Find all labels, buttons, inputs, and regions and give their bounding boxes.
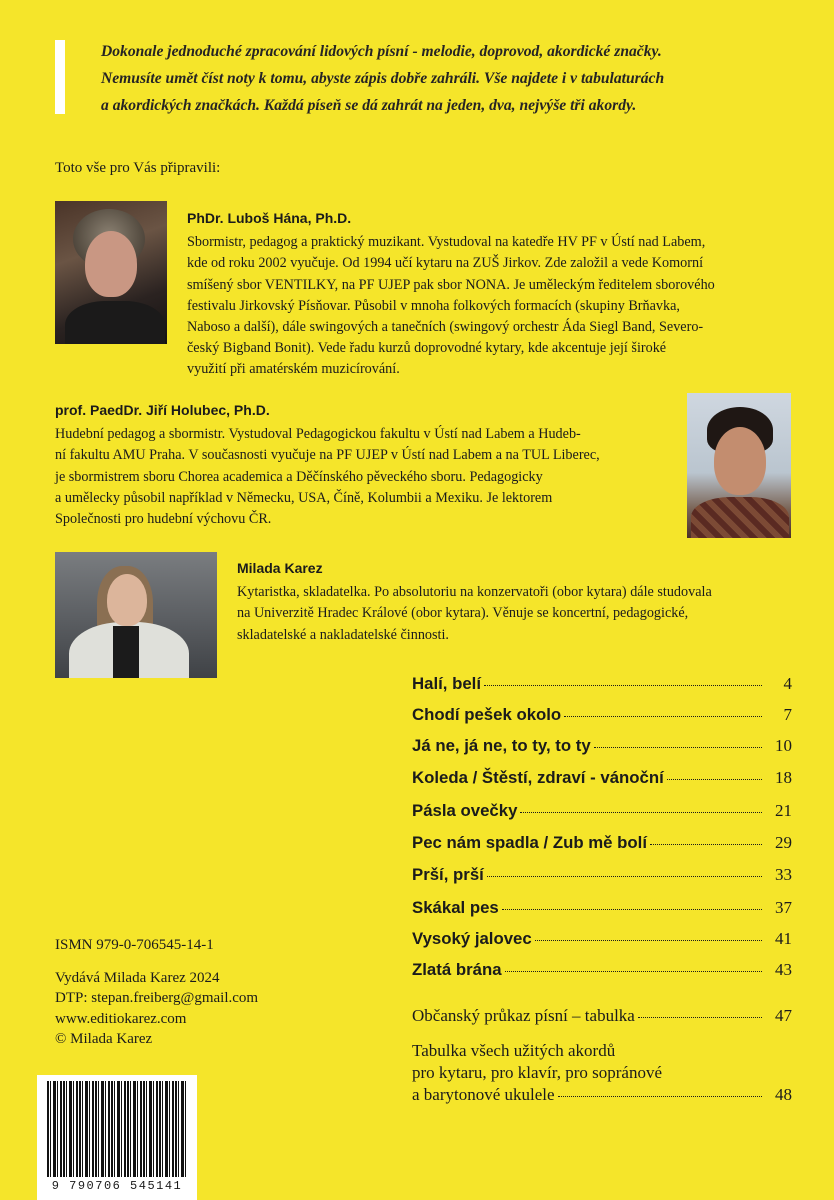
intro-line: a akordických značkách. Každá píseň se dá zahrát na jeden, dva, nejvýše tři akordy. xyxy=(101,97,637,114)
intro-line: Nemusíte umět číst noty k tomu, abyste zápis dobře zahráli. Vše najdete i v tabulaturách xyxy=(101,70,665,87)
toc-item xyxy=(412,898,792,918)
publisher: Vydává Milada Karez 2024 xyxy=(55,969,220,986)
author-bio-holubec xyxy=(55,400,675,530)
toc-item xyxy=(412,833,792,853)
toc-item xyxy=(412,929,792,949)
toc-title: Zlatá brána xyxy=(412,960,502,979)
bio-line: český Bigband Bonit). Vede řadu kurzů doprovodné kytary, kde akcentuje její široké xyxy=(187,340,667,357)
author-photo-hana xyxy=(55,201,167,344)
toc-page: 41 xyxy=(775,929,792,948)
toc-title-line: Tabulka všech užitých akordů xyxy=(412,1041,616,1060)
toc-title: Občanský průkaz písní – tabulka xyxy=(412,1006,635,1025)
toc-page: 33 xyxy=(775,865,792,884)
toc-item xyxy=(412,705,792,725)
toc-page: 37 xyxy=(775,898,792,917)
toc-page: 10 xyxy=(775,736,792,755)
bio-line: Společnosti pro hudební výchovu ČR. xyxy=(55,511,272,528)
bio-line: ní fakultu AMU Praha. V současnosti vyučuje na PF UJEP v Ústí nad Labem a na TUL Liberec, xyxy=(55,447,600,464)
bio-line: skladatelské a nakladatelské činnosti. xyxy=(237,626,449,643)
author-name: Milada Karez xyxy=(237,560,323,576)
bio-line: Sbormistr, pedagog a praktický muzikant. Vystudoval na katedře HV PF v Ústí nad Labem, xyxy=(187,234,706,251)
toc-title: Pec nám spadla / Zub mě bolí xyxy=(412,833,647,852)
toc-page: 43 xyxy=(775,960,792,979)
author-photo-karez xyxy=(55,552,217,678)
bio-line: festivalu Jirkovský Písňovar. Působil v mnoha folkových formacích (skupiny Brňavka, xyxy=(187,297,680,314)
barcode-bars xyxy=(47,1081,187,1177)
website: www.editiokarez.com xyxy=(55,1010,187,1027)
toc-page: 18 xyxy=(775,768,792,787)
toc-item-chord-table xyxy=(412,1040,792,1106)
toc-page: 7 xyxy=(783,705,792,724)
bio-line: a umělecky působil například v Německu, USA, Číně, Kolumbii a Mexiku. Je lektorem xyxy=(55,489,553,506)
bio-line: Kytaristka, skladatelka. Po absolutoriu na konzervatoři (obor kytara) dále studovala xyxy=(237,584,712,601)
toc-title: Halí, belí xyxy=(412,674,482,693)
toc-item xyxy=(412,768,792,788)
intro-text xyxy=(101,38,801,119)
bio-line: využití při amatérském muzicírování. xyxy=(187,361,400,378)
ismn-number: ISMN 979-0-706545-14-1 xyxy=(55,937,214,953)
intro-line: Dokonale jednoduché zpracování lidových písní - melodie, doprovod, akordické značky. xyxy=(101,43,662,60)
author-name: PhDr. Luboš Hána, Ph.D. xyxy=(187,210,352,226)
toc-item xyxy=(412,674,792,694)
toc-title: Vysoký jalovec xyxy=(412,929,532,948)
bio-line: Naboso a další), dále swingových a tanečních (swingový orchestr Áda Siegl Band, Severo- xyxy=(187,319,704,336)
toc-title-line: pro kytaru, pro klavír, pro sopránové xyxy=(412,1063,663,1082)
toc-title: Chodí pešek okolo xyxy=(412,705,562,724)
barcode-number: 9 790706 545141 xyxy=(51,1179,183,1193)
toc-page: 21 xyxy=(775,801,792,820)
bio-line: Hudební pedagog a sbormistr. Vystudoval Pedagogickou fakultu v Ústí nad Labem a Hudeb- xyxy=(55,426,581,443)
toc-title: Skákal pes xyxy=(412,898,499,917)
bio-line: na Univerzitě Hradec Králové (obor kytara). Věnuje se koncertní, pedagogické, xyxy=(237,605,689,622)
toc-item xyxy=(412,865,792,885)
toc-title: Prší, prší xyxy=(412,865,484,884)
toc-page: 47 xyxy=(775,1006,792,1025)
author-bio-hana xyxy=(187,208,791,381)
bio-line: smíšený sbor VENTILKY, na PF UJEP pak sbor NONA. Je uměleckým ředitelem sborového xyxy=(187,276,715,293)
toc-item xyxy=(412,736,792,756)
bio-line: kde od roku 2002 vyučuje. Od 1994 učí kytaru na ZUŠ Jirkov. Zde založil a vede Komorní xyxy=(187,255,704,272)
toc-item-appendix xyxy=(412,1006,792,1026)
author-bio-karez xyxy=(237,558,797,646)
toc-title: Já ne, já ne, to ty, to ty xyxy=(412,736,591,755)
accent-bar xyxy=(55,40,65,114)
toc-title-line: a barytonové ukulele xyxy=(412,1085,555,1104)
bio-line: je sbormistrem sboru Chorea academica a Děčínského pěveckého sboru. Pedagogicky xyxy=(55,468,543,485)
imprint xyxy=(55,935,258,1050)
author-photo-holubec xyxy=(687,393,791,538)
toc-page: 29 xyxy=(775,833,792,852)
toc-title: Pásla ovečky xyxy=(412,801,518,820)
dtp-contact: DTP: stepan.freiberg@gmail.com xyxy=(55,990,259,1006)
toc-item xyxy=(412,801,792,821)
author-name: prof. PaedDr. Jiří Holubec, Ph.D. xyxy=(55,402,270,418)
copyright: © Milada Karez xyxy=(55,1031,153,1047)
toc-page: 48 xyxy=(775,1085,792,1104)
barcode xyxy=(37,1075,197,1200)
toc-page: 4 xyxy=(783,674,792,693)
toc-title: Koleda / Štěstí, zdraví - vánoční xyxy=(412,768,664,787)
toc-item xyxy=(412,960,792,980)
prepared-by-heading: Toto vše pro Vás připravili: xyxy=(55,160,221,176)
